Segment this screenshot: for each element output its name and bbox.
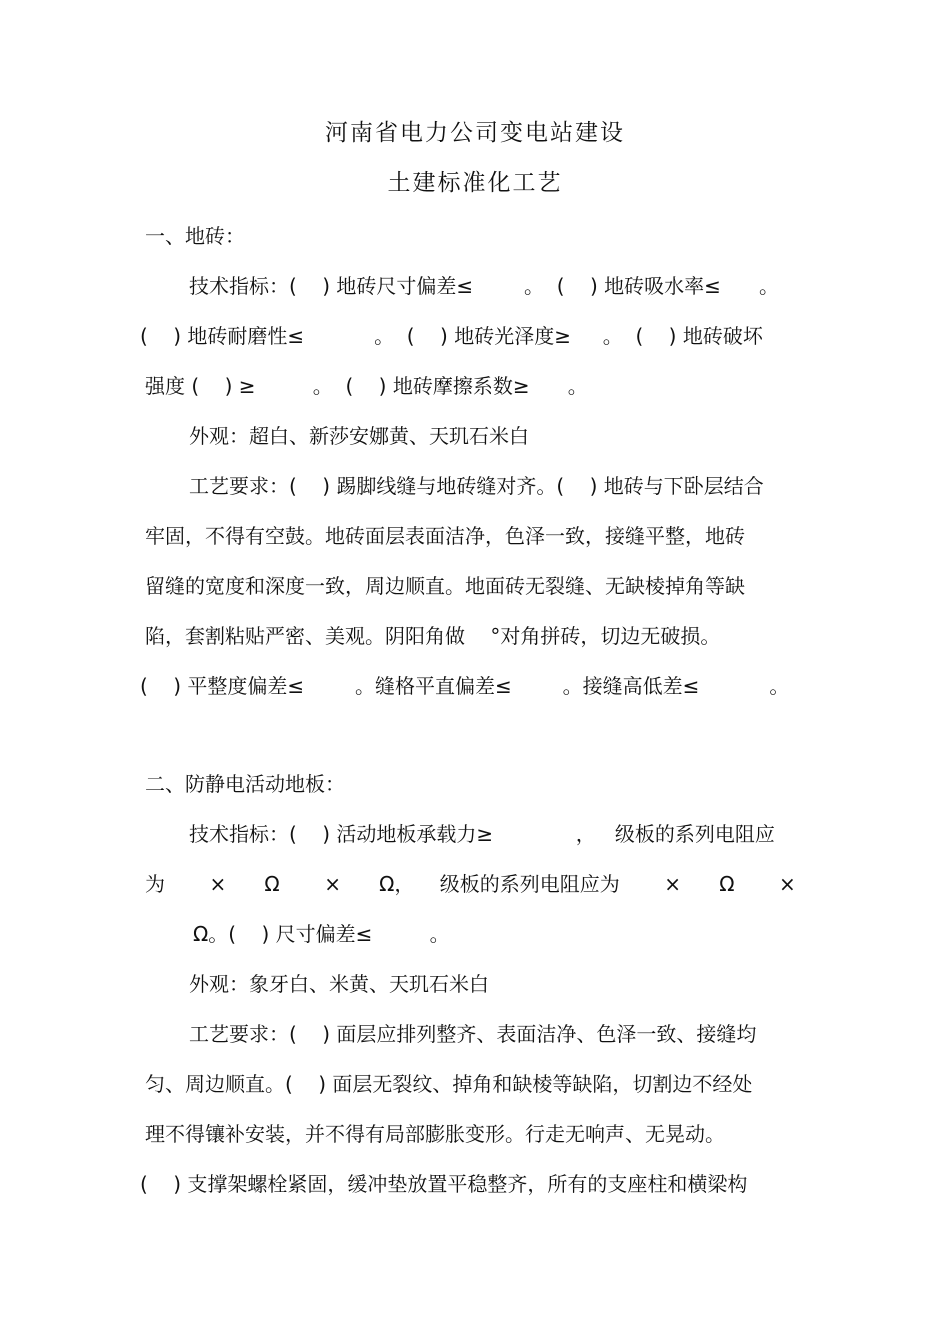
section-2-tech-line-1: 技术指标：( ) 活动地板承载力≥ ， 级板的系列电阻应 <box>189 822 775 846</box>
section-1-craft-line-4: 陷，套割粘贴严密、美观。阴阳角做 °对角拼砖，切边无破损。 <box>145 624 721 648</box>
section-1-craft-line-1: 工艺要求：( ) 踢脚线缝与地砖缝对齐。( ) 地砖与下卧层结合 <box>189 474 764 498</box>
document-title-line-1: 河南省电力公司变电站建设 <box>325 120 625 146</box>
section-2-appearance: 外观：象牙白、米黄、天玑石米白 <box>189 972 489 996</box>
section-2-craft-line-2: 匀、周边顺直。( ) 面层无裂纹、掉角和缺棱等缺陷，切割边不经处 <box>145 1072 753 1096</box>
section-1-tech-line-3: 强度 ( ) ≥ 。 ( ) 地砖摩擦系数≥ 。 <box>145 374 588 398</box>
section-1-heading: 一、地砖： <box>145 224 245 248</box>
section-1-appearance: 外观：超白、新莎安娜黄、天玑石米白 <box>189 424 529 448</box>
section-2-heading: 二、防静电活动地板： <box>145 772 345 796</box>
section-2-craft-line-4: ( ) 支撑架螺栓紧固，缓冲垫放置平稳整齐，所有的支座柱和横梁构 <box>140 1172 748 1196</box>
section-1-tech-line-1: 技术指标：( ) 地砖尺寸偏差≤ 。 ( ) 地砖吸水率≤ 。 <box>189 274 780 298</box>
document-title-line-2: 土建标准化工艺 <box>387 170 563 196</box>
section-1-tech-line-2: ( ) 地砖耐磨性≤ 。 ( ) 地砖光泽度≥ 。 ( ) 地砖破坏 <box>140 324 763 348</box>
section-2-tech-line-2: 为 × Ω × Ω， 级板的系列电阻应为 × Ω × <box>145 872 796 896</box>
section-1-craft-line-3: 留缝的宽度和深度一致，周边顺直。地面砖无裂缝、无缺棱掉角等缺 <box>145 574 745 598</box>
section-1-craft-line-5: ( ) 平整度偏差≤ 。缝格平直偏差≤ 。接缝高低差≤ 。 <box>140 674 790 698</box>
section-2-craft-line-3: 理不得镶补安装，并不得有局部膨胀变形。行走无响声、无晃动。 <box>145 1122 725 1146</box>
section-1-craft-line-2: 牢固，不得有空鼓。地砖面层表面洁净，色泽一致，接缝平整，地砖 <box>145 524 745 548</box>
section-2-craft-line-1: 工艺要求：( ) 面层应排列整齐、表面洁净、色泽一致、接缝均 <box>189 1022 757 1046</box>
section-2-tech-line-3: Ω。( ) 尺寸偏差≤ 。 <box>193 922 450 946</box>
